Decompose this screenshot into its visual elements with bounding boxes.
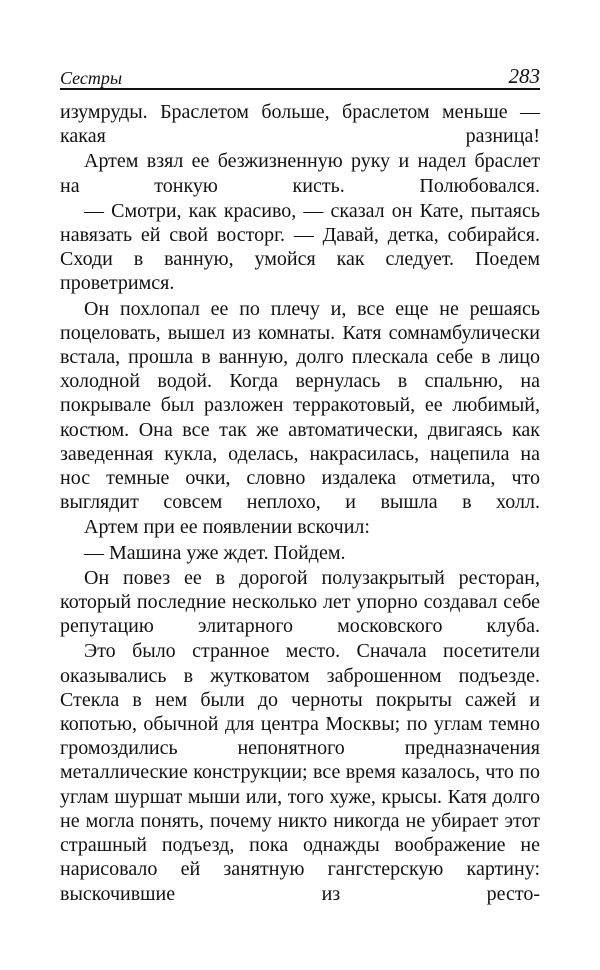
running-head: Сестры [60,68,123,88]
paragraph: — Смотри, как красиво, — сказал он Кате, пытаясь навязать ей свой восторг. — Давай, детка, собирайся. Сходи в ванную, умойся как следует. Поедем проветримся. [60,199,540,295]
paragraph: Это было странное место. Сначала посетители оказывались в жутковатом заброшенном подъезде. Стекла в нем были до черноты покрыты сажей и копотью, обычной для центра Москвы; по углам темно громоздились непонятного предназначения металлические конструкции; все время казалось, что по углам шуршат мыши или, того хуже, крысы. Катя долго не могла понять, почему никто никогда не убирает этот страшный подъезд, пока однажды воображение не нарисовало ей занятную гангстерскую картину: выскочившие из ресто- [60,640,540,905]
header-rule [60,88,540,90]
paragraph: изумруды. Браслетом больше, браслетом меньше — какая разница! [60,101,540,148]
paragraph: Артем взял ее безжизненную руку и надел браслет на тонкую кисть. Полюбовался. [60,150,540,197]
paragraph: Он повез ее в дорогой полузакрытый ресторан, который последние несколько лет упорно создавал себе репутацию элитарного московского клуба. [60,566,540,638]
paragraph: Артем при ее появлении вскочил: [84,516,370,539]
paragraph: Он похлопал ее по плечу и, все еще не решаясь поцеловать, вышел из комнаты. Катя сомнамбулически встала, прошла в ванную, долго плескала себе в лицо холодной водой. Когда вернулась в спальню, на покрывале был разложен терракотовый, ее любимый, костюм. Она все так же автоматически, двигаясь как заведенная кукла, оделась, накрасилась, нацепила на нос темные очки, словно издалека отметила, что выглядит совсем неплохо, и вышла в холл. [60,297,540,514]
paragraph: — Машина уже ждет. Пойдем. [84,541,346,564]
page-number: 283 [508,64,540,88]
page-header [60,64,540,90]
body-text [60,100,540,906]
